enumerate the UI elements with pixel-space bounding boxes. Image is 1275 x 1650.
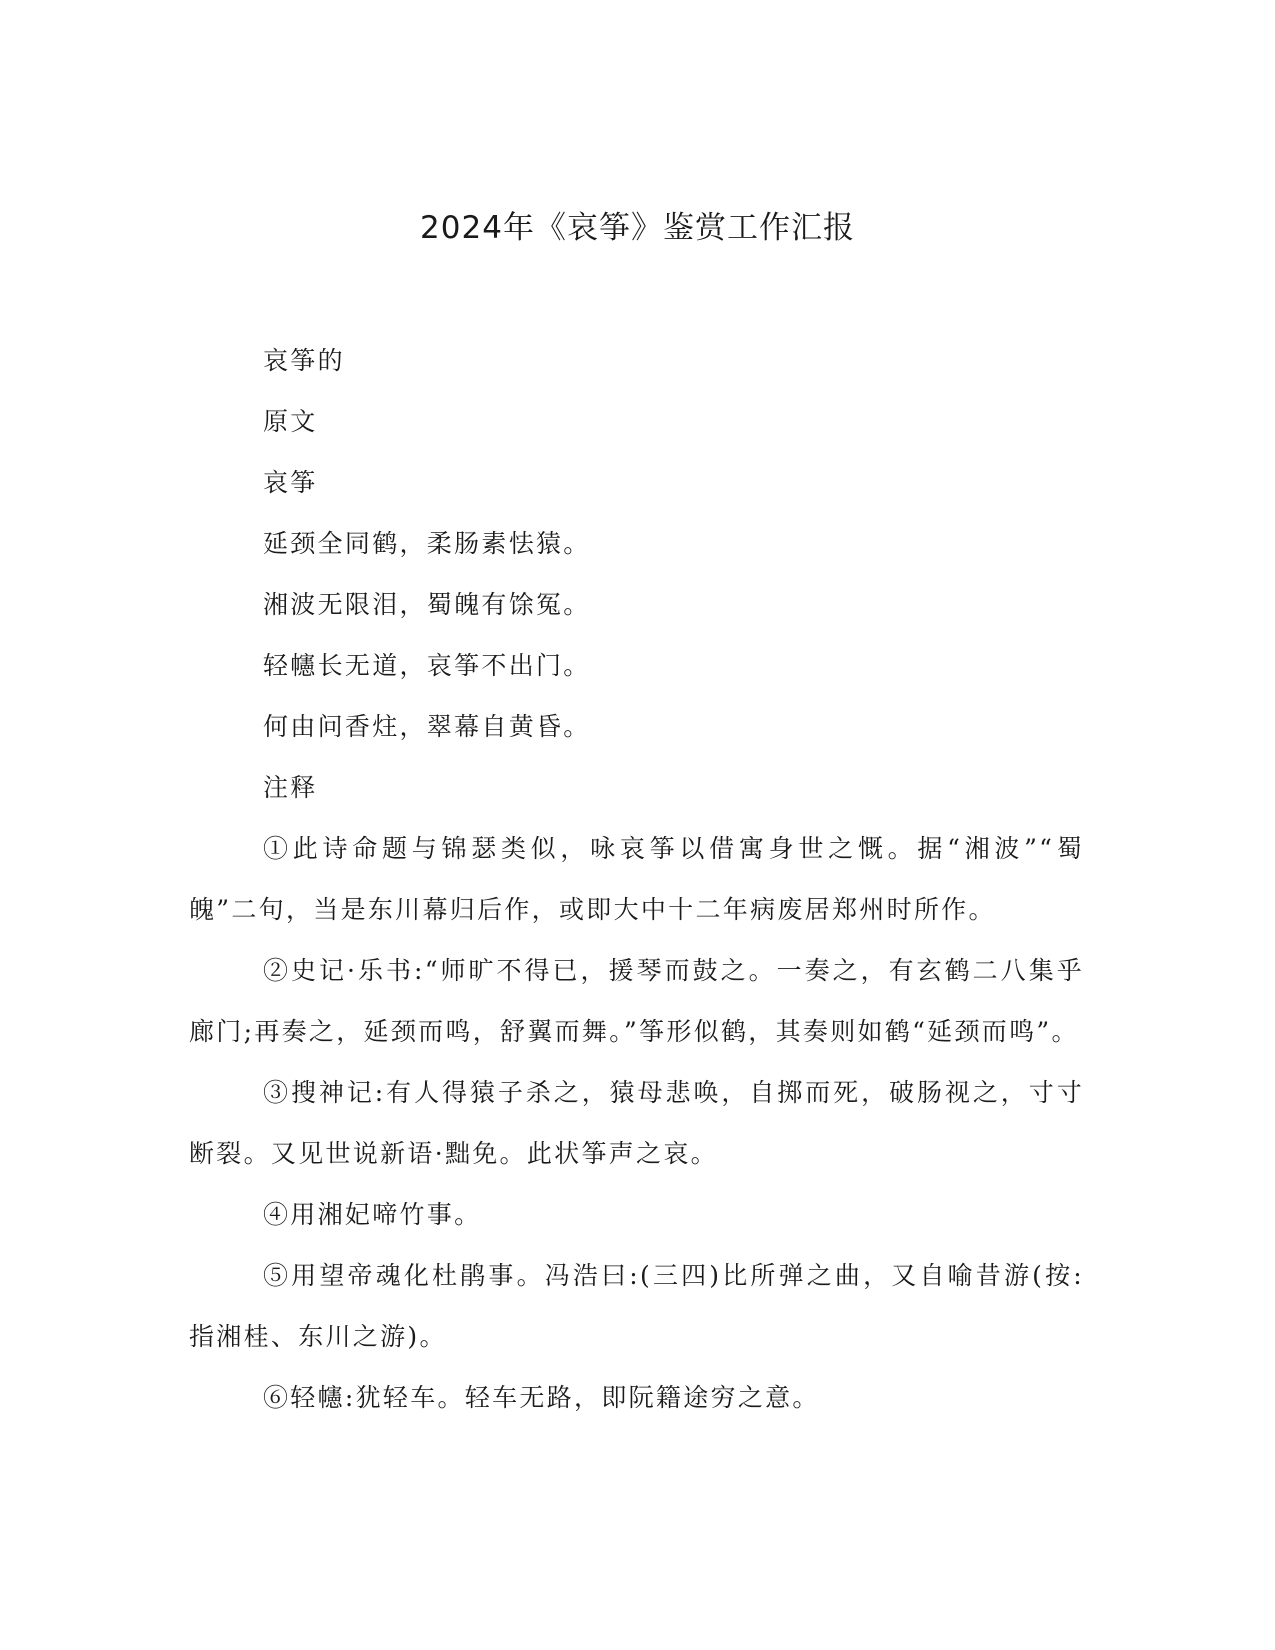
- note-1: ①此诗命题与锦瑟类似，咏哀筝以借寓身世之慨。据“湘波”“蜀魄”二句，当是东川幕归后作，或即大中十二年病废居郑州时所作。: [189, 834, 1084, 924]
- poem-line-3: 轻幰长无道，哀筝不出门。: [263, 651, 591, 680]
- note-2: ②史记·乐书:“师旷不得已，援琴而鼓之。一奏之，有玄鹤二八集乎廊门;再奏之，延颈而鸣，舒翼而舞。”筝形似鹤，其奏则如鹤“延颈而鸣”。: [189, 956, 1084, 1046]
- note-5: ⑤用望帝魂化杜鹃事。冯浩曰:(三四)比所弹之曲，又自喻昔游(按:指湘桂、东川之游)。: [189, 1261, 1084, 1351]
- document-title: 2024年《哀筝》鉴赏工作汇报: [420, 210, 855, 246]
- section-notes-heading: 注释: [263, 773, 318, 802]
- note-6: ⑥轻幰:犹轻车。轻车无路，即阮籍途穷之意。: [263, 1383, 820, 1412]
- document-body: [189, 330, 1084, 1428]
- note-4: ④用湘妃啼竹事。: [263, 1200, 482, 1229]
- text-line-section-original: 原文: [263, 407, 318, 436]
- note-3: ③搜神记:有人得猿子杀之，猿母悲唤，自掷而死，破肠视之，寸寸断裂。又见世说新语·黜免。此状筝声之哀。: [189, 1078, 1084, 1168]
- poem-line-4: 何由问香炷，翠幕自黄昏。: [263, 712, 591, 741]
- text-line-heading: 哀筝的: [263, 346, 345, 375]
- poem-title: 哀筝: [263, 468, 318, 497]
- poem-line-1: 延颈全同鹤，柔肠素怯猿。: [263, 529, 591, 558]
- poem-line-2: 湘波无限泪，蜀魄有馀冤。: [263, 590, 591, 619]
